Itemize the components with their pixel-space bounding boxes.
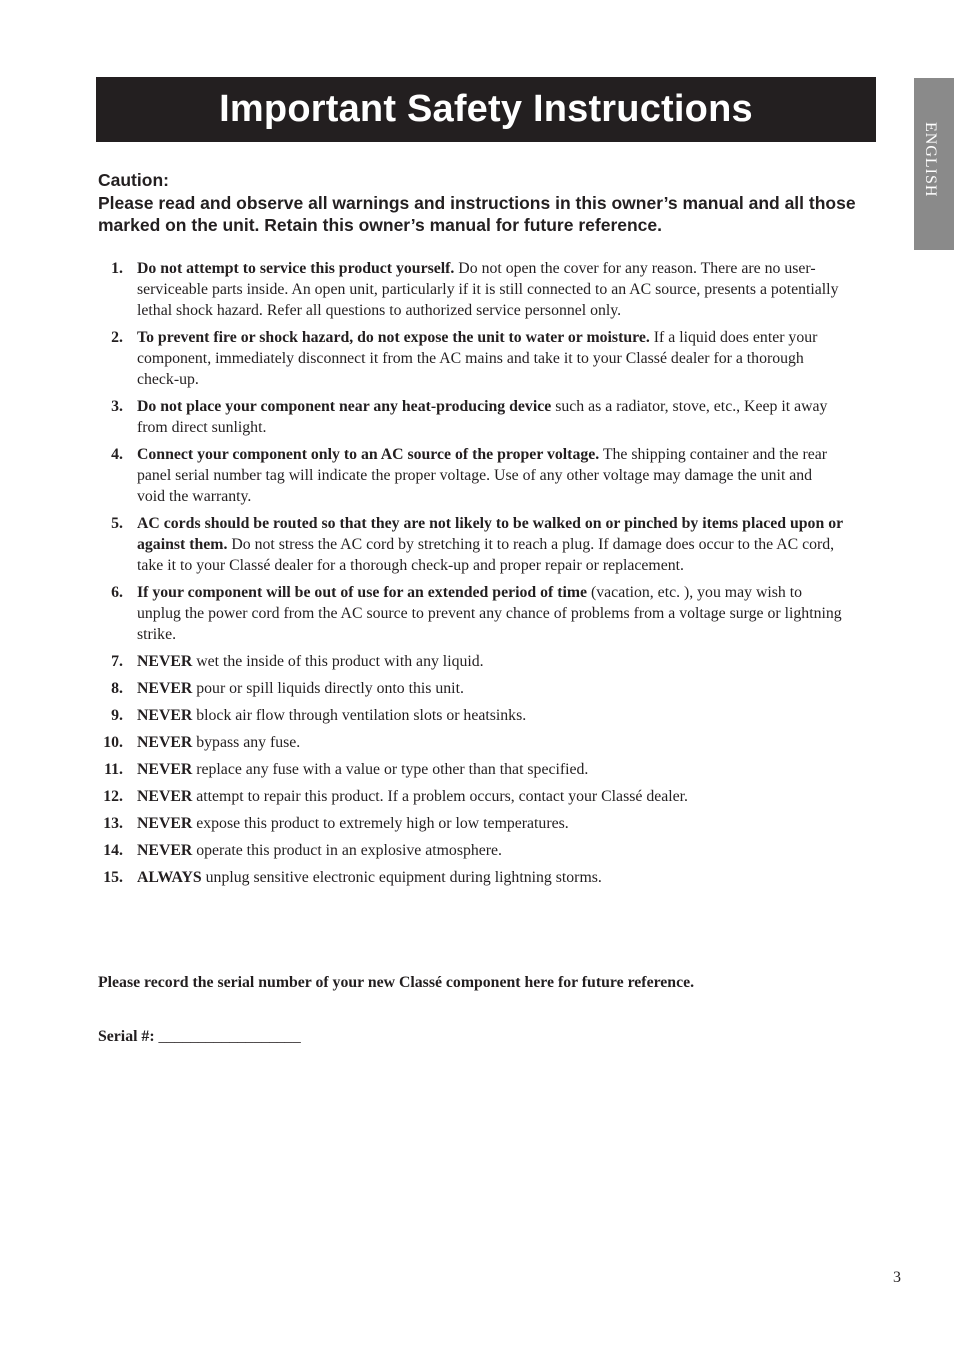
instruction-bold-text: NEVER xyxy=(137,761,193,778)
instruction-bold-text: NEVER xyxy=(137,653,193,670)
caution-text: Please read and observe all warnings and instructions in this owner’s manual and all those marked on the unit. Retain this owner’s manual for future reference. xyxy=(98,192,856,235)
instruction-text: Do not stress the AC cord by stretching it to reach a plug. If damage does occur to the AC cord, take it to your Classé dealer for a thorough check-up and proper repair or replacement. xyxy=(137,536,835,574)
serial-label: Serial #: xyxy=(98,1028,155,1045)
instruction-number: 2. xyxy=(111,329,123,346)
instruction-number: 8. xyxy=(111,680,123,697)
instruction-text: block air flow through ventilation slots or heatsinks. xyxy=(192,707,527,724)
serial-number-line xyxy=(98,1026,301,1047)
instruction-text: such as a radiator, stove, etc., Keep it away from direct sunlight. xyxy=(137,398,828,436)
instruction-number: 5. xyxy=(111,515,123,532)
instruction-item xyxy=(98,396,843,438)
instruction-item xyxy=(98,759,843,780)
instruction-number: 10. xyxy=(103,734,123,751)
instruction-bold-text: If your component will be out of use for an extended period of time xyxy=(137,584,588,601)
serial-blank: __________________ xyxy=(158,1028,301,1045)
instruction-item xyxy=(98,327,843,390)
instruction-text: wet the inside of this product with any liquid. xyxy=(192,653,484,670)
instruction-number: 15. xyxy=(103,869,123,886)
instruction-bold-text: ALWAYS xyxy=(137,869,202,886)
instruction-text: operate this product in an explosive atmosphere. xyxy=(192,842,503,859)
instruction-bold-text: Do not place your component near any heat-producing device xyxy=(137,398,552,415)
instruction-text: Do not open the cover for any reason. There are no user-serviceable parts inside. An open unit, particularly if it is still connected to an AC source, presents a potentially lethal shock hazard. Refer all questions to authorized service personnel only. xyxy=(137,260,839,319)
instruction-item xyxy=(98,813,843,834)
instruction-number: 14. xyxy=(103,842,123,859)
instruction-item xyxy=(98,705,843,726)
instruction-item xyxy=(98,678,843,699)
instruction-number: 12. xyxy=(103,788,123,805)
instruction-text: attempt to repair this product. If a problem occurs, contact your Classé dealer. xyxy=(192,788,688,805)
page-number: 3 xyxy=(893,1269,901,1286)
instruction-number: 4. xyxy=(111,446,123,463)
page-title: Important Safety Instructions xyxy=(219,88,753,130)
instruction-bold-text: NEVER xyxy=(137,734,193,751)
instruction-item xyxy=(98,651,843,672)
instruction-item xyxy=(98,444,843,507)
instruction-bold-text: NEVER xyxy=(137,788,193,805)
serial-record-note: Please record the serial number of your new Classé component here for future reference. xyxy=(98,974,695,991)
instruction-number: 11. xyxy=(104,761,123,778)
instruction-item xyxy=(98,513,843,576)
instruction-item xyxy=(98,582,843,645)
instruction-bold-text: NEVER xyxy=(137,842,193,859)
caution-block xyxy=(98,169,873,237)
instruction-bold-text: NEVER xyxy=(137,707,193,724)
instruction-text: unplug sensitive electronic equipment during lightning storms. xyxy=(201,869,602,886)
instruction-text: pour or spill liquids directly onto this unit. xyxy=(192,680,464,697)
language-tab-label: ENGLISH xyxy=(922,122,939,198)
instruction-item xyxy=(98,732,843,753)
instruction-number: 13. xyxy=(103,815,123,832)
instruction-bold-text: NEVER xyxy=(137,815,193,832)
safety-instructions-list xyxy=(98,258,843,894)
instruction-bold-text: AC cords should be routed so that they are not likely to be walked on or pinched by items placed upon or against them. xyxy=(137,515,843,553)
instruction-number: 1. xyxy=(111,260,123,277)
caution-heading: Caution: xyxy=(98,170,169,190)
instruction-number: 3. xyxy=(111,398,123,415)
instruction-bold-text: To prevent fire or shock hazard, do not expose the unit to water or moisture. xyxy=(137,329,650,346)
instruction-text: The shipping container and the rear panel serial number tag will indicate the proper voltage. Use of any other voltage may damage the unit and void the warranty. xyxy=(137,446,828,505)
instruction-item xyxy=(98,867,843,888)
instruction-text: expose this product to extremely high or low temperatures. xyxy=(192,815,569,832)
instruction-number: 9. xyxy=(111,707,123,724)
instruction-item xyxy=(98,786,843,807)
instruction-item xyxy=(98,840,843,861)
instruction-text: (vacation, etc. ), you may wish to unplug the power cord from the AC source to prevent any chance of problems from a voltage surge or lightning strike. xyxy=(137,584,842,643)
instruction-text: replace any fuse with a value or type other than that specified. xyxy=(192,761,589,778)
instruction-text: If a liquid does enter your component, immediately disconnect it from the AC mains and take it to your Classé dealer for a thorough check-up. xyxy=(137,329,818,388)
instruction-bold-text: Connect your component only to an AC source of the proper voltage. xyxy=(137,446,600,463)
language-tab xyxy=(914,78,954,250)
instruction-bold-text: Do not attempt to service this product yourself. xyxy=(137,260,455,277)
instruction-text: bypass any fuse. xyxy=(192,734,301,751)
title-banner xyxy=(96,77,876,142)
instruction-item xyxy=(98,258,843,321)
instruction-number: 7. xyxy=(111,653,123,670)
instruction-bold-text: NEVER xyxy=(137,680,193,697)
instruction-number: 6. xyxy=(111,584,123,601)
